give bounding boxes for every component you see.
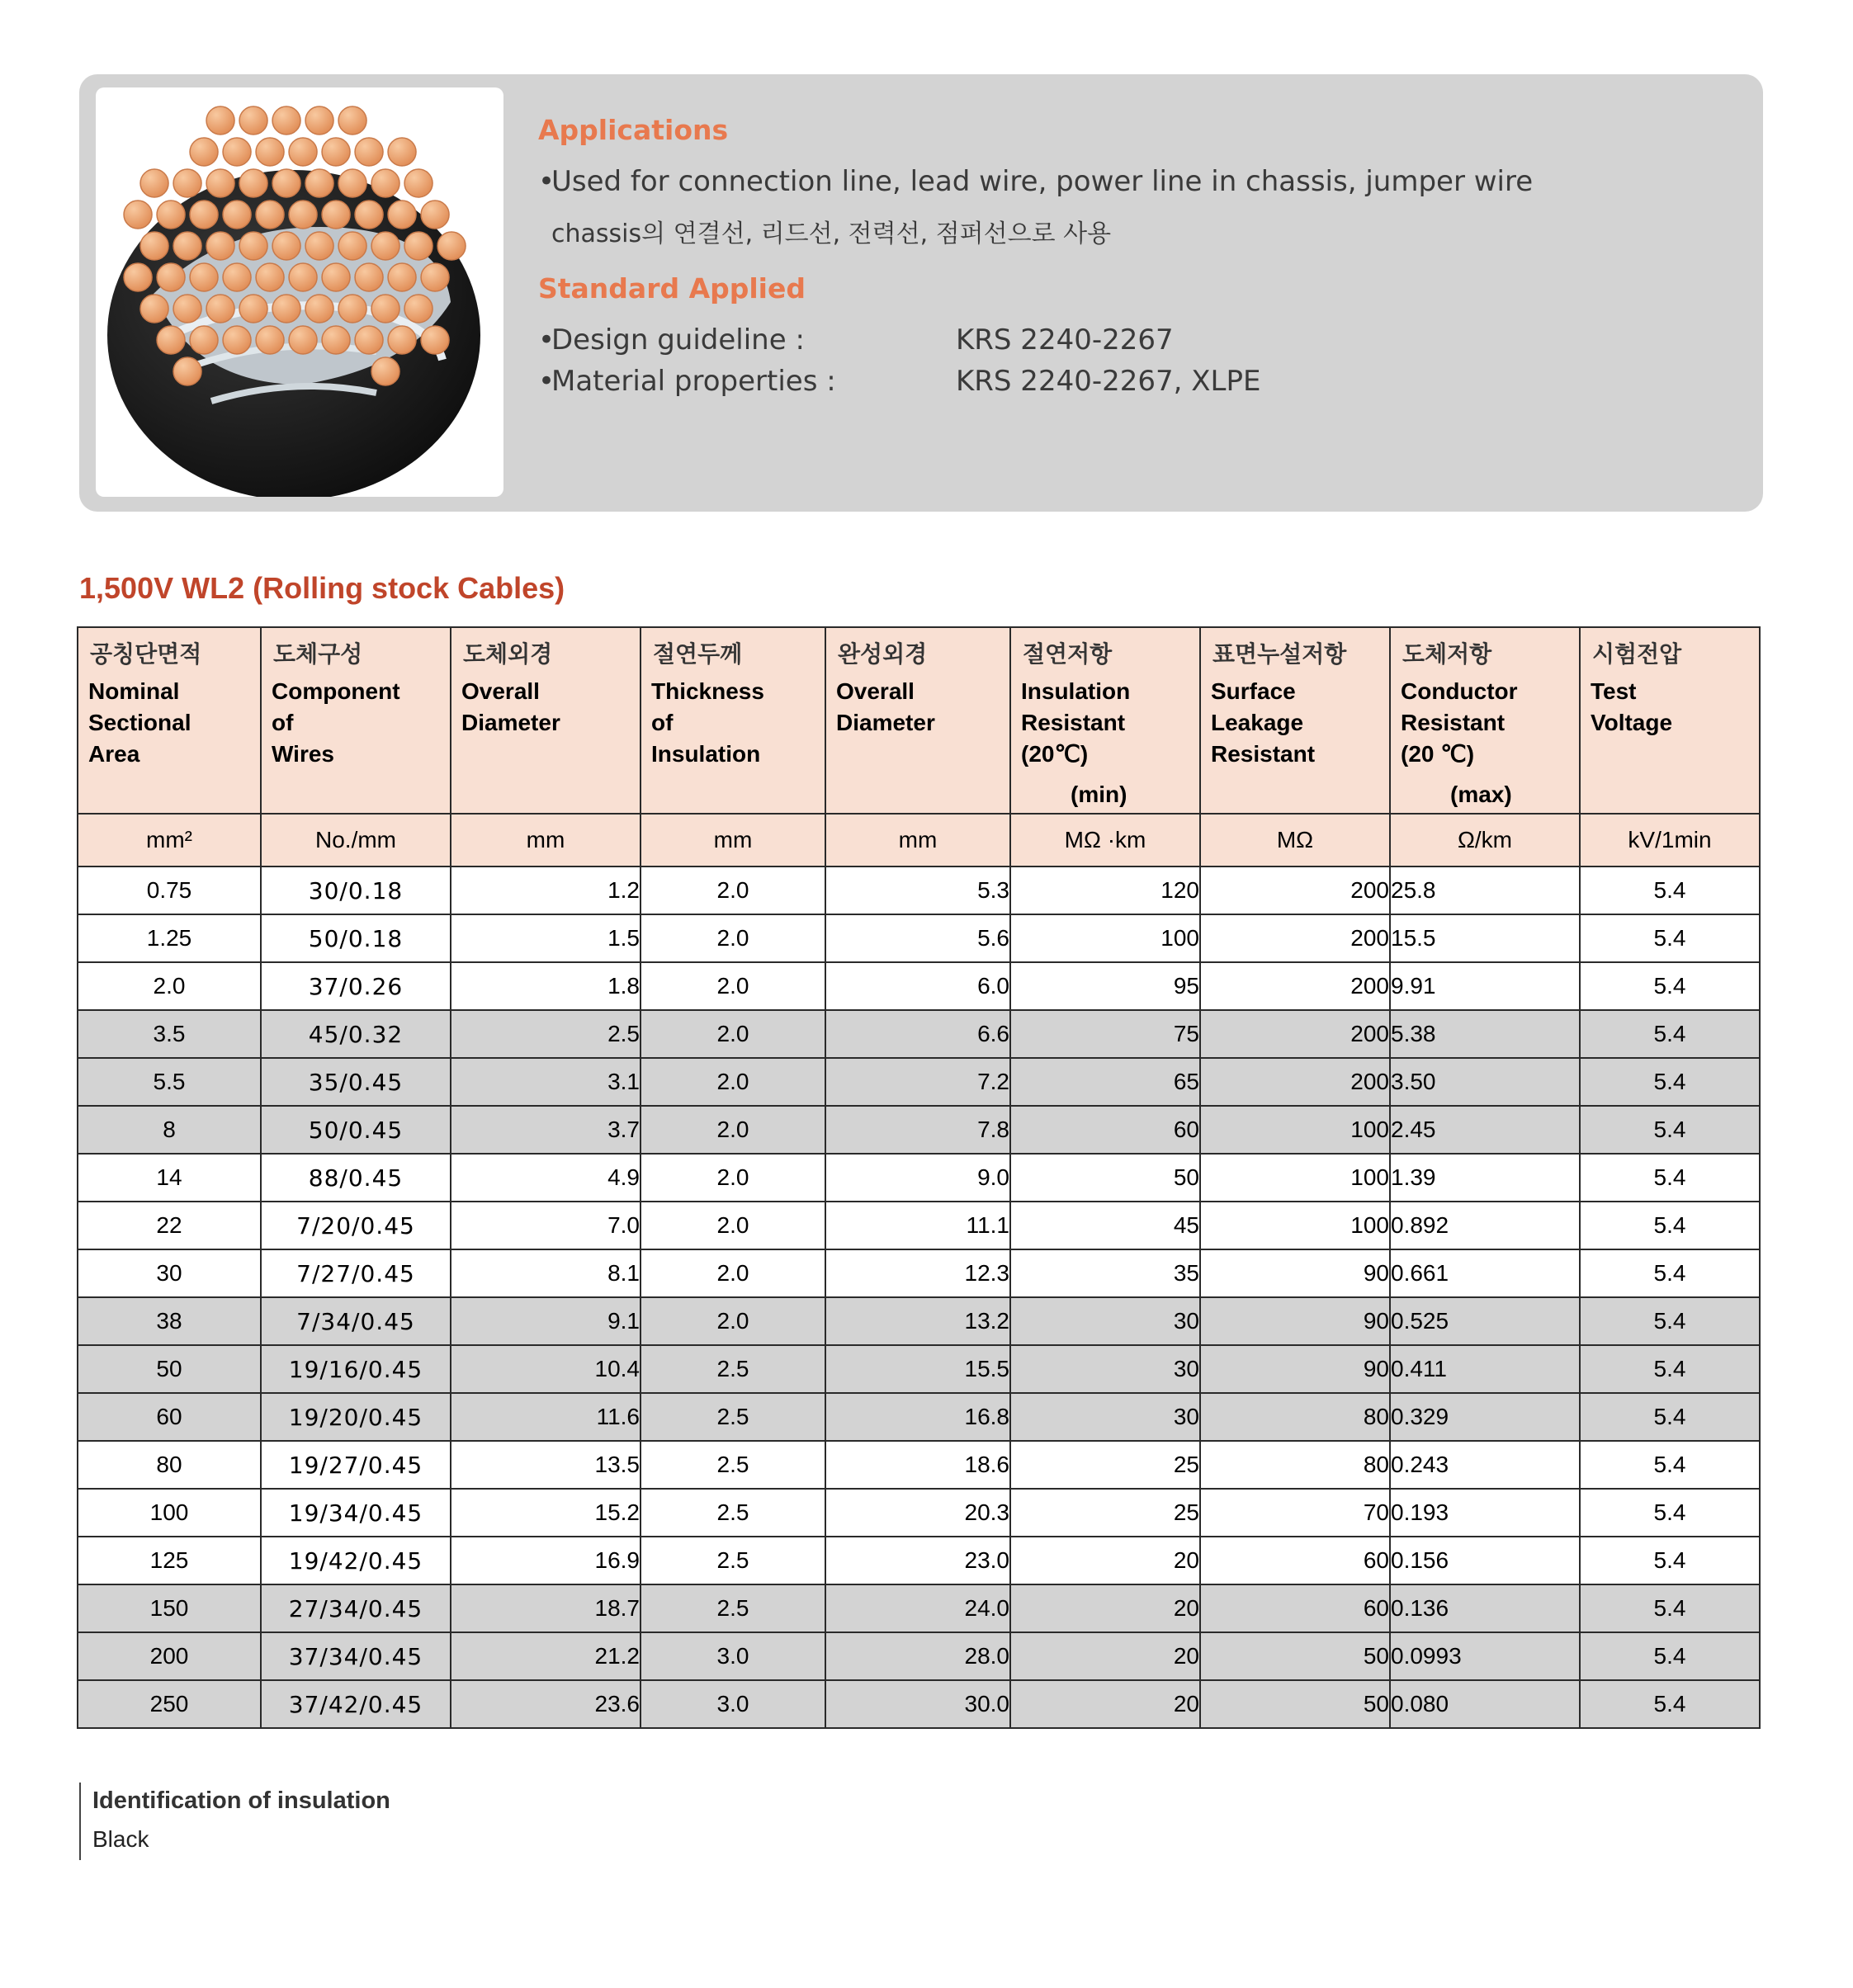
table-cell: 50/0.18: [261, 914, 451, 962]
table-row: [78, 1297, 1760, 1345]
applications-line-ko: chassis의 연결선, 리드선, 전력선, 점퍼선으로 사용: [551, 220, 1112, 248]
table-cell: 2.0: [641, 1202, 825, 1249]
table-cell: 60: [1200, 1537, 1390, 1584]
column-unit: mm: [825, 814, 1010, 867]
column-header-en: Insulation Resistant (20℃): [1021, 678, 1131, 767]
table-cell: 20: [1010, 1537, 1200, 1584]
table-cell: 3.50: [1390, 1058, 1580, 1106]
table-cell: 24.0: [825, 1584, 1010, 1632]
column-header-en: Thickness of Insulation: [651, 678, 764, 767]
table-cell: 1.8: [451, 962, 641, 1010]
column-unit: MΩ: [1200, 814, 1390, 867]
table-cell: 30/0.18: [261, 867, 451, 914]
column-header-ko: 절연저항: [1023, 641, 1113, 667]
table-cell: 25: [1010, 1489, 1200, 1537]
table-cell: 7/20/0.45: [261, 1202, 451, 1249]
table-cell: 14: [78, 1154, 261, 1202]
table-cell: 10.4: [451, 1345, 641, 1393]
table-cell: 75: [1010, 1010, 1200, 1058]
table-cell: 5.4: [1580, 1297, 1760, 1345]
table-cell: 80: [78, 1441, 261, 1489]
table-cell: 6.6: [825, 1010, 1010, 1058]
table-cell: 27/34/0.45: [261, 1584, 451, 1632]
table-cell: 0.329: [1390, 1393, 1580, 1441]
table-cell: 8: [78, 1106, 261, 1154]
table-cell: 13.2: [825, 1297, 1010, 1345]
table-cell: 5.4: [1580, 1010, 1760, 1058]
table-cell: 4.9: [451, 1154, 641, 1202]
table-cell: 28.0: [825, 1632, 1010, 1680]
table-row: [78, 914, 1760, 962]
table-cell: 9.1: [451, 1297, 641, 1345]
table-cell: 8.1: [451, 1249, 641, 1297]
identification-title: Identification of insulation: [92, 1787, 390, 1814]
table-row: [78, 867, 1760, 914]
table-cell: 20: [1010, 1632, 1200, 1680]
table-cell: 35/0.45: [261, 1058, 451, 1106]
table-row: [78, 1202, 1760, 1249]
table-cell: 5.3: [825, 867, 1010, 914]
table-cell: 20: [1010, 1584, 1200, 1632]
column-header-ko: 도체외경: [463, 641, 553, 667]
column-header-en: Surface Leakage Resistant: [1211, 678, 1316, 767]
table-cell: 2.45: [1390, 1106, 1580, 1154]
table-cell: 90: [1200, 1297, 1390, 1345]
table-cell: 25: [1010, 1441, 1200, 1489]
table-cell: 5.5: [78, 1058, 261, 1106]
column-header-en: Conductor Resistant (20 ℃): [1401, 678, 1518, 767]
table-cell: 2.0: [641, 1010, 825, 1058]
table-cell: 150: [78, 1584, 261, 1632]
table-cell: 1.2: [451, 867, 641, 914]
table-cell: 3.1: [451, 1058, 641, 1106]
column-header: [451, 627, 641, 814]
table-cell: 50: [1200, 1680, 1390, 1728]
table-cell: 0.193: [1390, 1489, 1580, 1537]
bullet-icon: •: [538, 323, 555, 357]
table-cell: 80: [1200, 1441, 1390, 1489]
column-header-note: (min): [1071, 782, 1127, 807]
table-cell: 50: [1200, 1632, 1390, 1680]
table-cell: 5.4: [1580, 962, 1760, 1010]
table-cell: 15.5: [825, 1345, 1010, 1393]
table-cell: 2.0: [641, 962, 825, 1010]
column-header-en: Test Voltage: [1591, 678, 1673, 735]
column-unit: mm: [451, 814, 641, 867]
standard-item-design: [538, 323, 1174, 357]
table-cell: 5.4: [1580, 1249, 1760, 1297]
table-cell: 19/34/0.45: [261, 1489, 451, 1537]
table-row: [78, 1058, 1760, 1106]
table-cell: 5.4: [1580, 867, 1760, 914]
table-cell: 0.75: [78, 867, 261, 914]
column-header-ko: 도체구성: [273, 641, 363, 667]
table-cell: 0.0993: [1390, 1632, 1580, 1680]
table-cell: 2.0: [641, 1106, 825, 1154]
column-unit: kV/1min: [1580, 814, 1760, 867]
table-row: [78, 1584, 1760, 1632]
table-cell: 200: [1200, 1058, 1390, 1106]
table-cell: 100: [1200, 1154, 1390, 1202]
column-unit: Ω/km: [1390, 814, 1580, 867]
table-cell: 200: [78, 1632, 261, 1680]
column-header-en: Nominal Sectional Area: [88, 678, 191, 767]
table-cell: 2.5: [641, 1345, 825, 1393]
table-cell: 2.5: [641, 1393, 825, 1441]
table-cell: 30: [1010, 1297, 1200, 1345]
table-cell: 1.39: [1390, 1154, 1580, 1202]
table-cell: 18.6: [825, 1441, 1010, 1489]
table-cell: 5.4: [1580, 1537, 1760, 1584]
table-cell: 19/20/0.45: [261, 1393, 451, 1441]
table-cell: 16.9: [451, 1537, 641, 1584]
table-row: [78, 1010, 1760, 1058]
table-cell: 20.3: [825, 1489, 1010, 1537]
table-cell: 2.0: [78, 962, 261, 1010]
table-cell: 95: [1010, 962, 1200, 1010]
column-header-ko: 시험전압: [1592, 641, 1682, 667]
column-header: [78, 627, 261, 814]
table-cell: 5.4: [1580, 914, 1760, 962]
table-cell: 5.4: [1580, 1441, 1760, 1489]
table-cell: 5.4: [1580, 1154, 1760, 1202]
table-cell: 22: [78, 1202, 261, 1249]
table-cell: 30: [1010, 1345, 1200, 1393]
identification-value: Black: [92, 1826, 149, 1852]
column-header-en: Component of Wires: [272, 678, 400, 767]
column-unit: MΩ ·km: [1010, 814, 1200, 867]
table-cell: 15.2: [451, 1489, 641, 1537]
table-cell: 3.0: [641, 1680, 825, 1728]
table-row: [78, 1393, 1760, 1441]
table-cell: 37/42/0.45: [261, 1680, 451, 1728]
table-cell: 2.5: [641, 1537, 825, 1584]
table-cell: 2.0: [641, 1154, 825, 1202]
table-row: [78, 1680, 1760, 1728]
table-row: [78, 1249, 1760, 1297]
table-cell: 60: [78, 1393, 261, 1441]
table-cell: 35: [1010, 1249, 1200, 1297]
table-cell: 100: [1200, 1106, 1390, 1154]
table-cell: 60: [1200, 1584, 1390, 1632]
table-cell: 5.4: [1580, 1584, 1760, 1632]
table-cell: 11.6: [451, 1393, 641, 1441]
column-header: [1200, 627, 1390, 814]
cable-spec-table: [77, 626, 1761, 1729]
table-cell: 2.0: [641, 867, 825, 914]
table-cell: 7/27/0.45: [261, 1249, 451, 1297]
table-cell: 125: [78, 1537, 261, 1584]
table-cell: 1.25: [78, 914, 261, 962]
table-cell: 70: [1200, 1489, 1390, 1537]
column-header-ko: 표면누설저항: [1212, 641, 1347, 667]
table-cell: 30: [1010, 1393, 1200, 1441]
standard-title: Standard Applied: [538, 272, 806, 305]
table-cell: 200: [1200, 962, 1390, 1010]
table-cell: 5.4: [1580, 1345, 1760, 1393]
table-cell: 50/0.45: [261, 1106, 451, 1154]
table-cell: 37/34/0.45: [261, 1632, 451, 1680]
table-cell: 5.4: [1580, 1106, 1760, 1154]
table-cell: 19/16/0.45: [261, 1345, 451, 1393]
table-cell: 9.0: [825, 1154, 1010, 1202]
table-row: [78, 1489, 1760, 1537]
standard-value: KRS 2240-2267: [956, 323, 1174, 357]
table-cell: 5.4: [1580, 1680, 1760, 1728]
bullet-icon: •: [538, 165, 555, 198]
table-cell: 0.080: [1390, 1680, 1580, 1728]
column-header: [1390, 627, 1580, 814]
table-cell: 50: [78, 1345, 261, 1393]
table-cell: 2.5: [641, 1489, 825, 1537]
table-cell: 45/0.32: [261, 1010, 451, 1058]
table-cell: 21.2: [451, 1632, 641, 1680]
table-cell: 7.2: [825, 1058, 1010, 1106]
bullet-icon: •: [538, 365, 555, 398]
table-cell: 200: [1200, 867, 1390, 914]
table-cell: 5.4: [1580, 1393, 1760, 1441]
table-cell: 2.5: [451, 1010, 641, 1058]
table-cell: 12.3: [825, 1249, 1010, 1297]
applications-title: Applications: [538, 114, 729, 146]
column-header: [1580, 627, 1760, 814]
table-cell: 0.136: [1390, 1584, 1580, 1632]
table-cell: 50: [1010, 1154, 1200, 1202]
table-row: [78, 962, 1760, 1010]
table-cell: 5.6: [825, 914, 1010, 962]
table-row: [78, 1441, 1760, 1489]
applications-text-en: Used for connection line, lead wire, power line in chassis, jumper wire: [551, 165, 1534, 198]
table-cell: 2.0: [641, 914, 825, 962]
table-cell: 30: [78, 1249, 261, 1297]
table-row: [78, 1345, 1760, 1393]
table-cell: 20: [1010, 1680, 1200, 1728]
table-cell: 65: [1010, 1058, 1200, 1106]
table-cell: 200: [1200, 1010, 1390, 1058]
table-cell: 30.0: [825, 1680, 1010, 1728]
table-cell: 23.6: [451, 1680, 641, 1728]
table-cell: 3.0: [641, 1632, 825, 1680]
table-cell: 0.411: [1390, 1345, 1580, 1393]
column-header: [825, 627, 1010, 814]
table-cell: 200: [1200, 914, 1390, 962]
column-unit: mm²: [78, 814, 261, 867]
table-cell: 90: [1200, 1345, 1390, 1393]
column-unit: No./mm: [261, 814, 451, 867]
table-cell: 2.0: [641, 1249, 825, 1297]
table-cell: 25.8: [1390, 867, 1580, 914]
table-cell: 2.5: [641, 1441, 825, 1489]
column-header-ko: 완성외경: [838, 641, 928, 667]
column-header: [641, 627, 825, 814]
applications-line-en: [538, 165, 1534, 198]
column-header: [1010, 627, 1200, 814]
table-cell: 19/42/0.45: [261, 1537, 451, 1584]
table-cell: 60: [1010, 1106, 1200, 1154]
table-cell: 0.661: [1390, 1249, 1580, 1297]
table-cell: 120: [1010, 867, 1200, 914]
table-cell: 9.91: [1390, 962, 1580, 1010]
table-cell: 90: [1200, 1249, 1390, 1297]
column-header-ko: 절연두께: [653, 641, 743, 667]
table-cell: 88/0.45: [261, 1154, 451, 1202]
table-cell: 37/0.26: [261, 962, 451, 1010]
info-panel: [79, 74, 1763, 512]
table-cell: 6.0: [825, 962, 1010, 1010]
table-cell: 7/34/0.45: [261, 1297, 451, 1345]
standard-label: Material properties :: [551, 365, 836, 398]
table-cell: 2.0: [641, 1058, 825, 1106]
table-cell: 3.5: [78, 1010, 261, 1058]
table-cell: 250: [78, 1680, 261, 1728]
table-title: 1,500V WL2 (Rolling stock Cables): [79, 571, 565, 605]
table-row: [78, 1632, 1760, 1680]
column-header-ko: 도체저항: [1402, 641, 1492, 667]
table-cell: 16.8: [825, 1393, 1010, 1441]
standard-label: Design guideline :: [551, 323, 805, 357]
table-cell: 11.1: [825, 1202, 1010, 1249]
table-cell: 5.4: [1580, 1202, 1760, 1249]
table-cell: 7.0: [451, 1202, 641, 1249]
table-cell: 15.5: [1390, 914, 1580, 962]
table-cell: 0.243: [1390, 1441, 1580, 1489]
table-cell: 5.4: [1580, 1632, 1760, 1680]
table-cell: 2.5: [641, 1584, 825, 1632]
table-cell: 0.525: [1390, 1297, 1580, 1345]
table-row: [78, 1106, 1760, 1154]
table-cell: 100: [78, 1489, 261, 1537]
table-cell: 100: [1200, 1202, 1390, 1249]
table-cell: 2.0: [641, 1297, 825, 1345]
column-header-en: Overall Diameter: [461, 678, 560, 735]
table-cell: 45: [1010, 1202, 1200, 1249]
cable-cross-section-image: [96, 87, 503, 497]
table-row: [78, 1154, 1760, 1202]
column-header: [261, 627, 451, 814]
standard-value: KRS 2240-2267, XLPE: [956, 365, 1261, 398]
table-cell: 100: [1010, 914, 1200, 962]
table-cell: 3.7: [451, 1106, 641, 1154]
table-cell: 38: [78, 1297, 261, 1345]
table-cell: 13.5: [451, 1441, 641, 1489]
table-cell: 5.4: [1580, 1489, 1760, 1537]
table-cell: 18.7: [451, 1584, 641, 1632]
table-cell: 23.0: [825, 1537, 1010, 1584]
column-header-en: Overall Diameter: [836, 678, 935, 735]
table-cell: 0.156: [1390, 1537, 1580, 1584]
identification-block: [79, 1783, 390, 1860]
column-header-ko: 공칭단면적: [90, 641, 202, 667]
column-unit: mm: [641, 814, 825, 867]
table-cell: 5.4: [1580, 1058, 1760, 1106]
table-cell: 5.38: [1390, 1010, 1580, 1058]
table-cell: 19/27/0.45: [261, 1441, 451, 1489]
standard-item-material: [538, 365, 1261, 398]
table-cell: 7.8: [825, 1106, 1010, 1154]
column-header-note: (max): [1450, 782, 1512, 807]
table-cell: 1.5: [451, 914, 641, 962]
table-cell: 0.892: [1390, 1202, 1580, 1249]
table-row: [78, 1537, 1760, 1584]
table-cell: 80: [1200, 1393, 1390, 1441]
